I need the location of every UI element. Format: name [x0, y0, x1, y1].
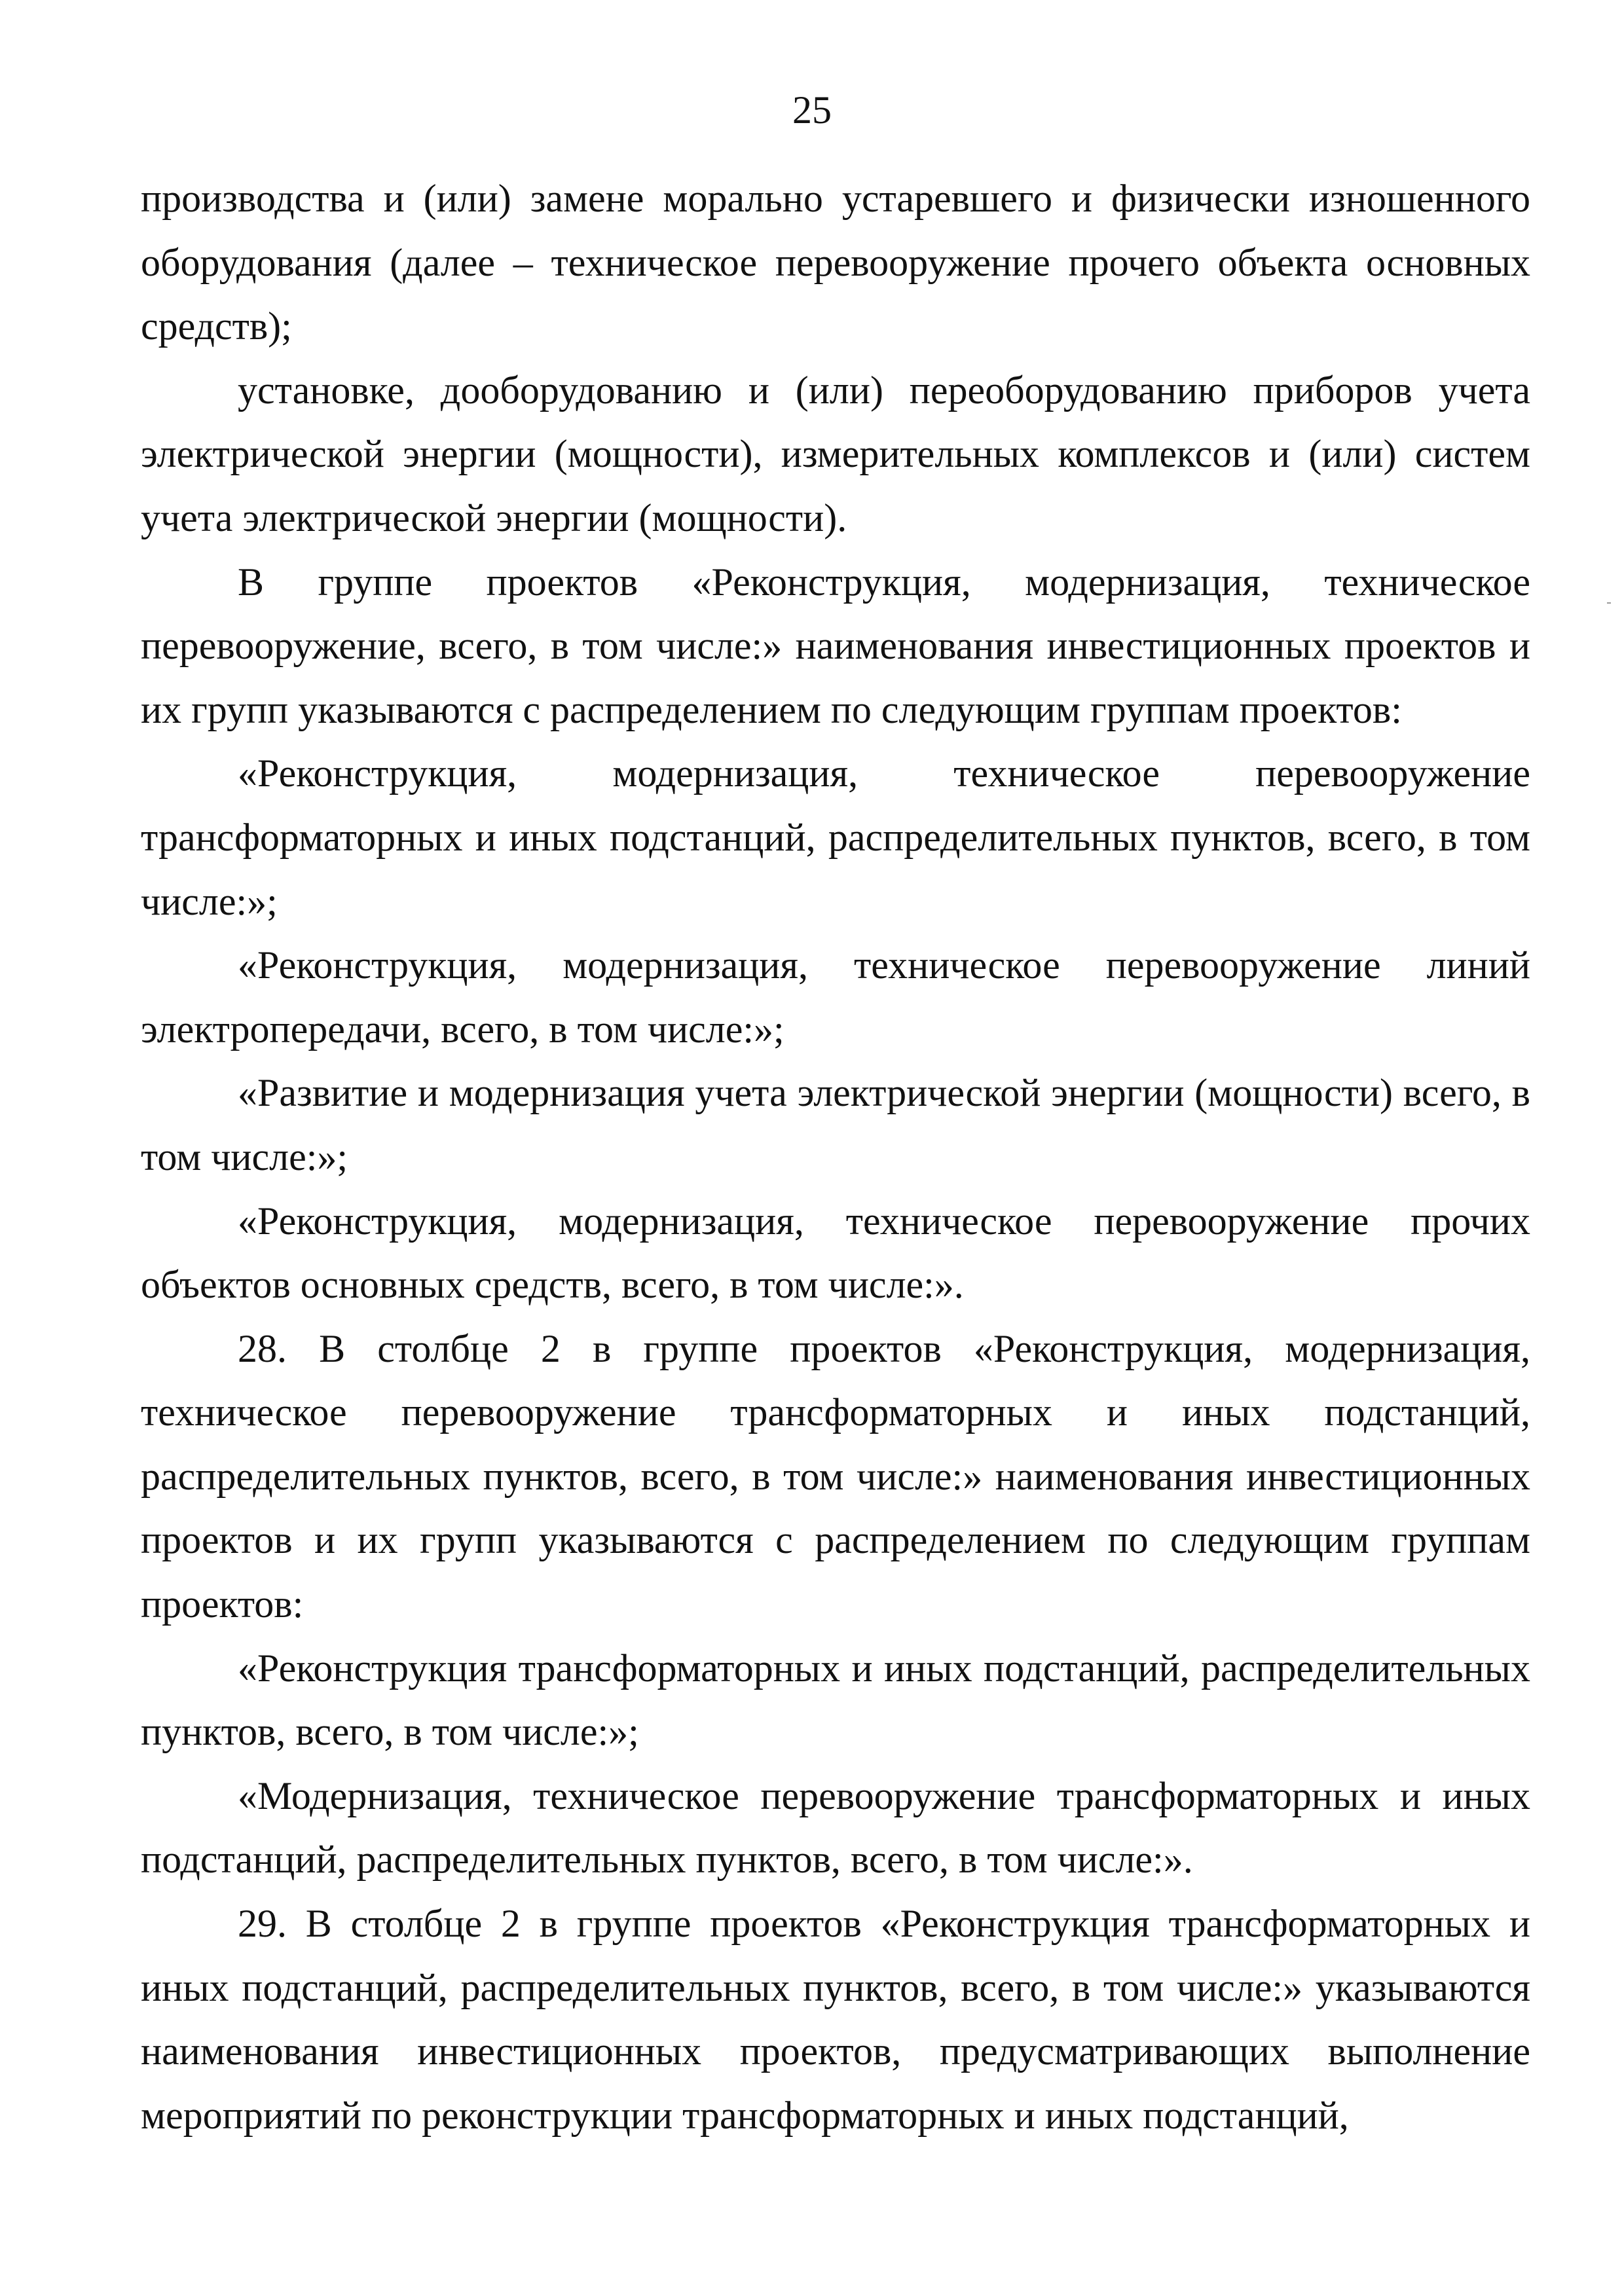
paragraph-item-28: 28. В столбце 2 в группе проектов «Реконструкция, модернизация, техническое перевооружение трансформаторных и иных подстанций, распределительных пунктов, всего, в том числе:» наименования инвестиционных проектов и их групп указываются с распределением по следующим группам проектов:: [141, 1326, 1530, 1626]
scan-artifact: [1607, 602, 1611, 604]
paragraph-group-power-lines: «Реконструкция, модернизация, техническое перевооружение линий электропередачи, всего, в том числе:»;: [141, 943, 1530, 1051]
paragraph-project-group-intro: В группе проектов «Реконструкция, модернизация, техническое перевооружение, всего, в том числе:» наименования инвестиционных проектов и их групп указываются с распределением по следующим группам проектов:: [141, 560, 1530, 731]
page-number: 25: [792, 88, 832, 132]
paragraph-group-metering: «Развитие и модернизация учета электрической энергии (мощности) всего, в том числе:»;: [141, 1071, 1530, 1178]
document-body: [141, 167, 1530, 2147]
paragraph-item-29: 29. В столбце 2 в группе проектов «Реконструкция трансформаторных и иных подстанций, распределительных пунктов, всего, в том числе:» указываются наименования инвестиционных проектов, предусматривающих выполнение мероприятий по реконструкции трансформаторных и иных подстанций,: [141, 1902, 1530, 2137]
paragraph-group-substations: «Реконструкция, модернизация, техническое перевооружение трансформаторных и иных подстанций, распределительных пунктов, всего, в том числе:»;: [141, 752, 1530, 923]
paragraph-continuation: производства и (или) замене морально устаревшего и физически изношенного оборудования (далее – техническое перевооружение прочего объекта основных средств);: [141, 177, 1530, 348]
paragraph-group-substation-reconstruction: «Реконструкция трансформаторных и иных подстанций, распределительных пунктов, всего, в том числе:»;: [141, 1646, 1530, 1754]
paragraph-group-other-assets: «Реконструкция, модернизация, техническое перевооружение прочих объектов основных средств, всего, в том числе:».: [141, 1199, 1530, 1307]
paragraph-group-substation-modernization: «Модернизация, техническое перевооружение трансформаторных и иных подстанций, распределительных пунктов, всего, в том числе:».: [141, 1774, 1530, 1882]
paragraph-meter-installation: установке, дооборудованию и (или) переоборудованию приборов учета электрической энергии (мощности), измерительных комплексов и (или) систем учета электрической энергии (мощности).: [141, 368, 1530, 539]
